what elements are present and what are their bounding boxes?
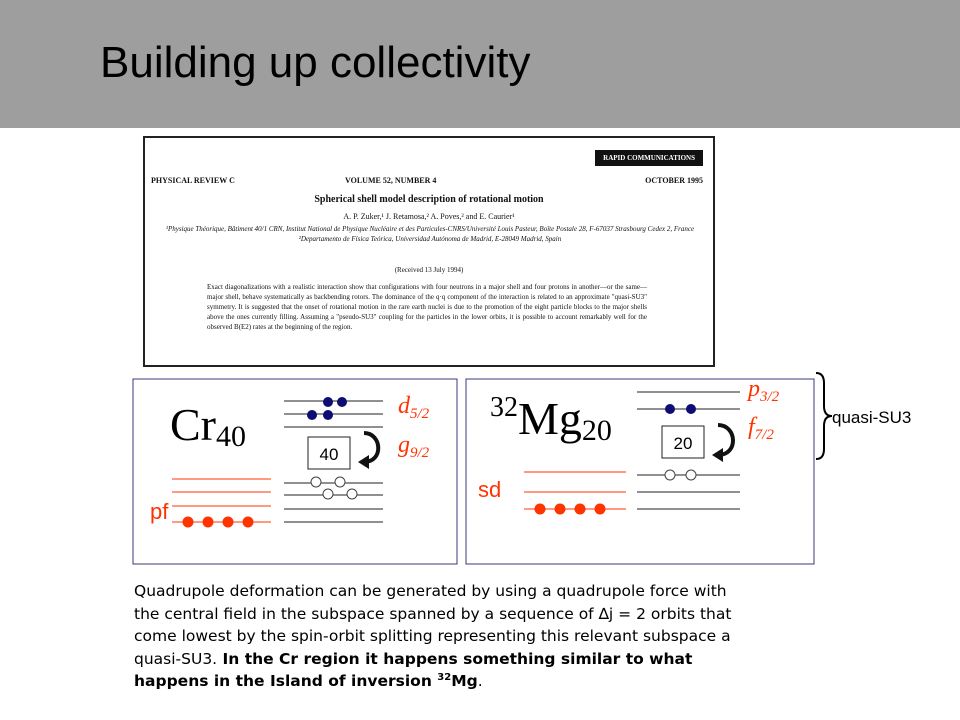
paper-abstract: Exact diagonalizations with a realistic interaction show that configurations with four neutrons in a major shell and four protons in another—or the same—major shell, behave systematically as backbending rotors. The dominance of the q·q component of the interaction is related to an approximate "quasi-SU3" symmetry. It is suggested that the onset of rotational motion in the rare earth nuclei is due to the promotion of the eight particle blocks to the major shells above the ones currently filling. Assuming a "pseudo-SU3" coupling for the particles in the lower orbits, it is possible to account remarkably well for the observed B(E2) rates at the beginning of the region. [207, 283, 647, 331]
paper-journal: PHYSICAL REVIEW C [151, 176, 235, 185]
caption-text-bold: happens in the Island of inversion [134, 672, 438, 690]
quasi-su3-brace [816, 373, 832, 459]
paper-received: (Received 13 July 1994) [394, 266, 464, 274]
paper-authors: A. P. Zuker,¹ J. Retamosa,² A. Poves,² and E. Caurier¹ [343, 212, 515, 221]
paper-date: OCTOBER 1995 [645, 176, 703, 185]
particle-dot [337, 397, 347, 407]
caption-line [134, 648, 854, 671]
cr-d-orbit-label: $d_{5/2}$ [398, 393, 430, 422]
caption-line: come lowest by the spin-orbit splitting representing this relevant subspace a [134, 627, 731, 645]
caption-element-mg: Mg [451, 672, 478, 690]
cr-pf-shell-label: pf [150, 499, 169, 524]
hole-circle [335, 477, 345, 487]
caption-text-normal: quasi-SU3. [134, 649, 218, 668]
hole-circle [665, 470, 675, 480]
caption-line: Quadrupole deformation can be generated by using a quadrupole force with [134, 582, 727, 600]
slide-title: Building up collectivity [100, 38, 531, 87]
particle-dot [665, 404, 675, 414]
caption-line: the central field in the subspace spanned by a sequence of ∆j = 2 orbits that [134, 604, 732, 623]
caption-period: . [477, 672, 483, 690]
mg-p-orbit-label: $p_{3/2}$ [748, 376, 780, 405]
particle-dot [307, 410, 317, 420]
mg-nucleus-label: $^{32}$Mg20 [490, 392, 612, 447]
paper-title: Spherical shell model description of rotational motion [314, 194, 544, 205]
hole-circle [347, 489, 357, 499]
particle-dot [203, 517, 214, 528]
particle-dot [555, 504, 566, 515]
paper-volume: VOLUME 52, NUMBER 4 [345, 176, 437, 185]
cr-nucleus-label: Cr40 [170, 399, 246, 453]
cr-gap-number: 40 [319, 445, 339, 464]
particle-dot [595, 504, 606, 515]
mg-f-orbit-label: $f_{7/2}$ [748, 414, 774, 443]
mass-number-superscript: 32 [437, 671, 452, 683]
quasi-su3-label: quasi-SU3 [832, 408, 912, 427]
particle-dot [686, 404, 696, 414]
hole-circle [311, 477, 321, 487]
cr-g-orbit-label: $g_{9/2}$ [398, 432, 430, 461]
mg-sd-shell-label: sd [478, 477, 502, 502]
caption-line [134, 670, 854, 693]
particle-dot [323, 410, 333, 420]
particle-dot [575, 504, 586, 515]
particle-dot [323, 397, 333, 407]
mg-gap-number: 20 [673, 434, 693, 453]
particle-dot [183, 517, 194, 528]
particle-dot [535, 504, 546, 515]
caption-text-bold: In the Cr region it happens something similar to what [217, 649, 693, 668]
caption-text [134, 580, 854, 693]
paper-affiliations: ¹Physique Théorique, Bâtiment 40/1 CRN, Institut National de Physique Nucléaire et des Particules-CNRS/Université Louis Pasteur, Boîte Postale 28, F-67037 Strasbourg Cedex 2, France ²Departamento de Física Teórica, Universidad Autónoma de Madrid, E-28049 Madrid, Spain [165, 225, 695, 243]
paper-badge: RAPID COMMUNICATIONS [595, 150, 703, 166]
hole-circle [686, 470, 696, 480]
particle-dot [243, 517, 254, 528]
particle-dot [223, 517, 234, 528]
hole-circle [323, 489, 333, 499]
